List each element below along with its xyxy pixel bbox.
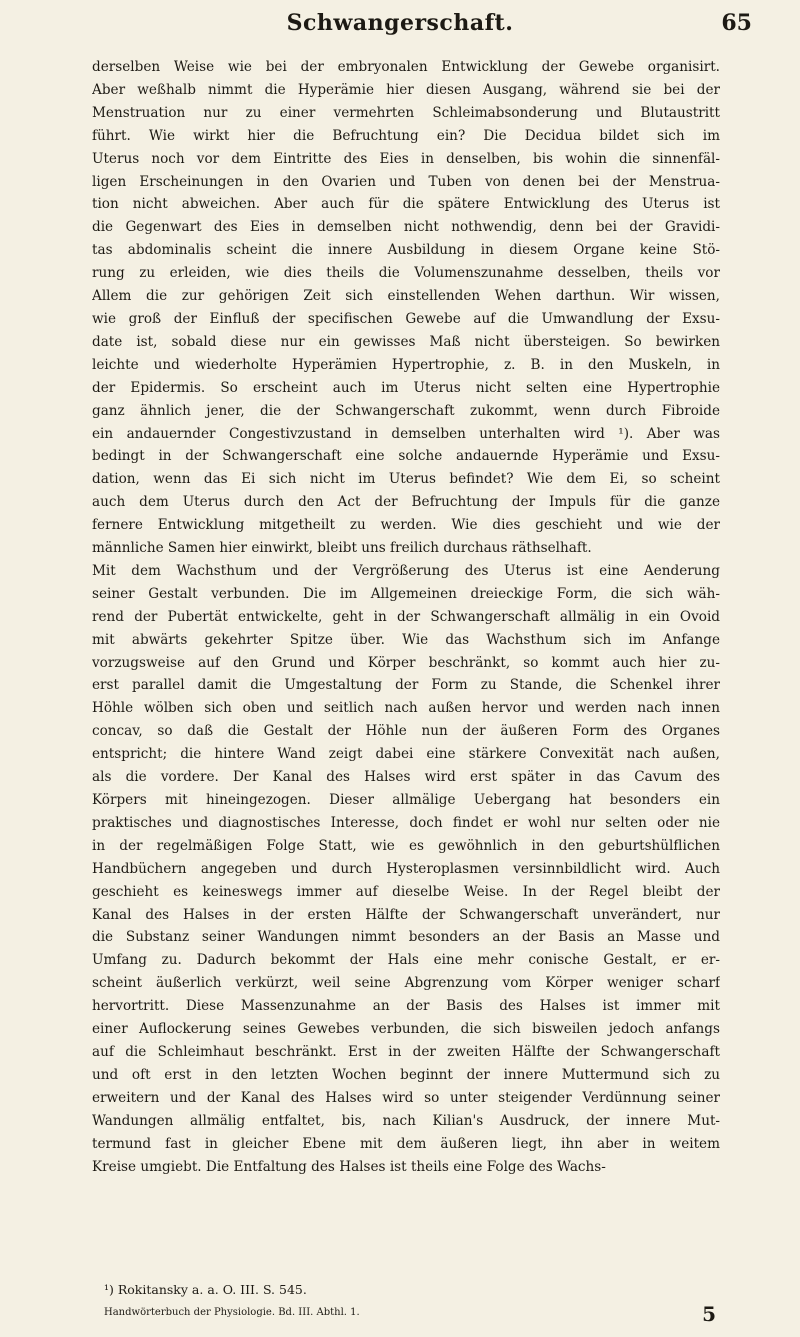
text-line: date ist, sobald diese nur ein gewisses Maß nicht übersteigen. So bewirken bbox=[92, 333, 720, 350]
text-line: wie groß der Einfluß der specifischen Gewebe auf die Umwandlung der Exsu- bbox=[92, 310, 720, 327]
text-line: erweitern und der Kanal des Halses wird so unter steigender Verdünnung seiner bbox=[92, 1089, 720, 1106]
text-line: bedingt in der Schwangerschaft eine solche andauernde Hyperämie und Exsu- bbox=[92, 448, 720, 465]
text-line: Umfang zu. Dadurch bekommt der Hals eine mehr conische Gestalt, er er- bbox=[92, 952, 720, 969]
text-line: Höhle wölben sich oben und seitlich nach außen hervor und werden nach innen bbox=[92, 700, 720, 717]
text-line: die Substanz seiner Wandungen nimmt besonders an der Basis an Masse und bbox=[92, 929, 720, 946]
text-line: termund fast in gleicher Ebene mit dem äußeren liegt, ihn aber in weitem bbox=[92, 1135, 720, 1152]
text-line: Körpers mit hineingezogen. Dieser allmälige Uebergang hat besonders ein bbox=[92, 792, 720, 808]
text-line: in der regelmäßigen Folge Statt, wie es gewöhnlich in den geburtshülflichen bbox=[92, 837, 720, 854]
text-line: Uterus noch vor dem Eintritte des Eies in denselben, bis wohin die sinnenfäl- bbox=[92, 150, 720, 167]
text-line: einer Auflockerung seines Gewebes verbunden, die sich bisweilen jedoch anfangs bbox=[92, 1021, 720, 1038]
text-line: als die vordere. Der Kanal des Halses wird erst später in das Cavum des bbox=[92, 769, 720, 786]
text-line: Handbüchern angegeben und durch Hysteroplasmen versinnbildlicht wird. Auch bbox=[92, 860, 720, 877]
text-line: der Epidermis. So erscheint auch im Uterus nicht selten eine Hypertrophie bbox=[92, 379, 720, 396]
text-line: ligen Erscheinungen in den Ovarien und Tuben von denen bei der Menstrua- bbox=[92, 173, 720, 190]
text-line: Kreise umgiebt. Die Entfaltung des Halses ist theils eine Folge des Wachs- bbox=[92, 1158, 606, 1175]
text-line: die Gegenwart des Eies in demselben nicht nothwendig, denn bei der Gravidi- bbox=[92, 219, 720, 236]
text-line: Menstruation nur zu einer vermehrten Schleimabsonderung und Blutaustritt bbox=[92, 104, 720, 121]
text-line: auch dem Uterus durch den Act der Befruchtung der Impuls für die ganze bbox=[92, 494, 720, 511]
text-line: fernere Entwicklung mitgetheilt zu werden. Wie dies geschieht und wie der bbox=[92, 517, 720, 534]
text-line: derselben Weise wie bei der embryonalen Entwicklung der Gewebe organisirt. bbox=[92, 59, 720, 75]
text-line: rung zu erleiden, wie dies theils die Volumenszunahme desselben, theils vor bbox=[92, 265, 720, 282]
running-title: Schwangerschaft. bbox=[286, 10, 514, 36]
text-line: tas abdominalis scheint die innere Ausbildung in diesem Organe keine Stö- bbox=[92, 242, 720, 259]
text-line: tion nicht abweichen. Aber auch für die spätere Entwicklung des Uterus ist bbox=[92, 196, 720, 213]
text-line: geschieht es keineswegs immer auf dieselbe Weise. In der Regel bleibt der bbox=[92, 883, 720, 900]
text-line: dation, wenn das Ei sich nicht im Uterus befindet? Wie dem Ei, so scheint bbox=[92, 471, 720, 488]
text-line: Allem die zur gehörigen Zeit sich einstellenden Wehen darthun. Wir wissen, bbox=[92, 288, 720, 305]
text-line: mit abwärts gekehrter Spitze über. Wie das Wachsthum sich im Anfange bbox=[92, 631, 720, 648]
running-header bbox=[0, 10, 800, 46]
text-line: leichte und wiederholte Hyperämien Hypertrophie, z. B. in den Muskeln, in bbox=[92, 356, 720, 373]
text-line: rend der Pubertät entwickelte, geht in der Schwangerschaft allmälig in ein Ovoid bbox=[92, 608, 720, 625]
text-line: männliche Samen hier einwirkt, bleibt uns freilich durchaus räthselhaft. bbox=[92, 540, 592, 557]
text-line: entspricht; die hintere Wand zeigt dabei eine stärkere Convexität nach außen, bbox=[92, 746, 720, 763]
text-line: ein andauernder Congestivzustand in demselben unterhalten wird ¹). Aber was bbox=[92, 425, 720, 442]
body-text bbox=[92, 56, 720, 1178]
text-line: hervortritt. Diese Massenzunahme an der Basis des Halses ist immer mit bbox=[92, 998, 720, 1015]
text-line: Kanal des Halses in der ersten Hälfte der Schwangerschaft unverändert, nur bbox=[92, 906, 720, 923]
signature-mark: 5 bbox=[702, 1302, 716, 1326]
page-number: 65 bbox=[721, 10, 752, 36]
text-line: scheint äußerlich verkürzt, weil seine Abgrenzung vom Körper weniger scharf bbox=[92, 975, 720, 992]
page-footer: Handwörterbuch der Physiologie. Bd. III. Abthl. 1. bbox=[104, 1307, 360, 1318]
footnote: ¹) Rokitansky a. a. O. III. S. 545. bbox=[104, 1282, 307, 1297]
text-line: Wandungen allmälig entfaltet, bis, nach Kilian's Ausdruck, der innere Mut- bbox=[92, 1112, 720, 1129]
text-line: vorzugsweise auf den Grund und Körper beschränkt, so kommt auch hier zu- bbox=[92, 654, 720, 671]
text-line: Mit dem Wachsthum und der Vergrößerung des Uterus ist eine Aenderung bbox=[92, 562, 720, 579]
text-line: und oft erst in den letzten Wochen beginnt der innere Muttermund sich zu bbox=[92, 1066, 720, 1083]
text-line: concav, so daß die Gestalt der Höhle nun der äußeren Form des Organes bbox=[92, 723, 720, 740]
text-line: ganz ähnlich jener, die der Schwangerschaft zukommt, wenn durch Fibroide bbox=[92, 402, 720, 419]
text-line: Aber weßhalb nimmt die Hyperämie hier diesen Ausgang, während sie bei der bbox=[92, 81, 720, 98]
text-line: praktisches und diagnostisches Interesse, doch findet er wohl nur selten oder nie bbox=[92, 814, 720, 831]
text-line: führt. Wie wirkt hier die Befruchtung ein? Die Decidua bildet sich im bbox=[92, 127, 720, 144]
text-line: seiner Gestalt verbunden. Die im Allgemeinen dreieckige Form, die sich wäh- bbox=[92, 585, 720, 602]
text-line: erst parallel damit die Umgestaltung der Form zu Stande, die Schenkel ihrer bbox=[92, 677, 720, 694]
text-line: auf die Schleimhaut beschränkt. Erst in der zweiten Hälfte der Schwangerschaft bbox=[92, 1043, 720, 1060]
